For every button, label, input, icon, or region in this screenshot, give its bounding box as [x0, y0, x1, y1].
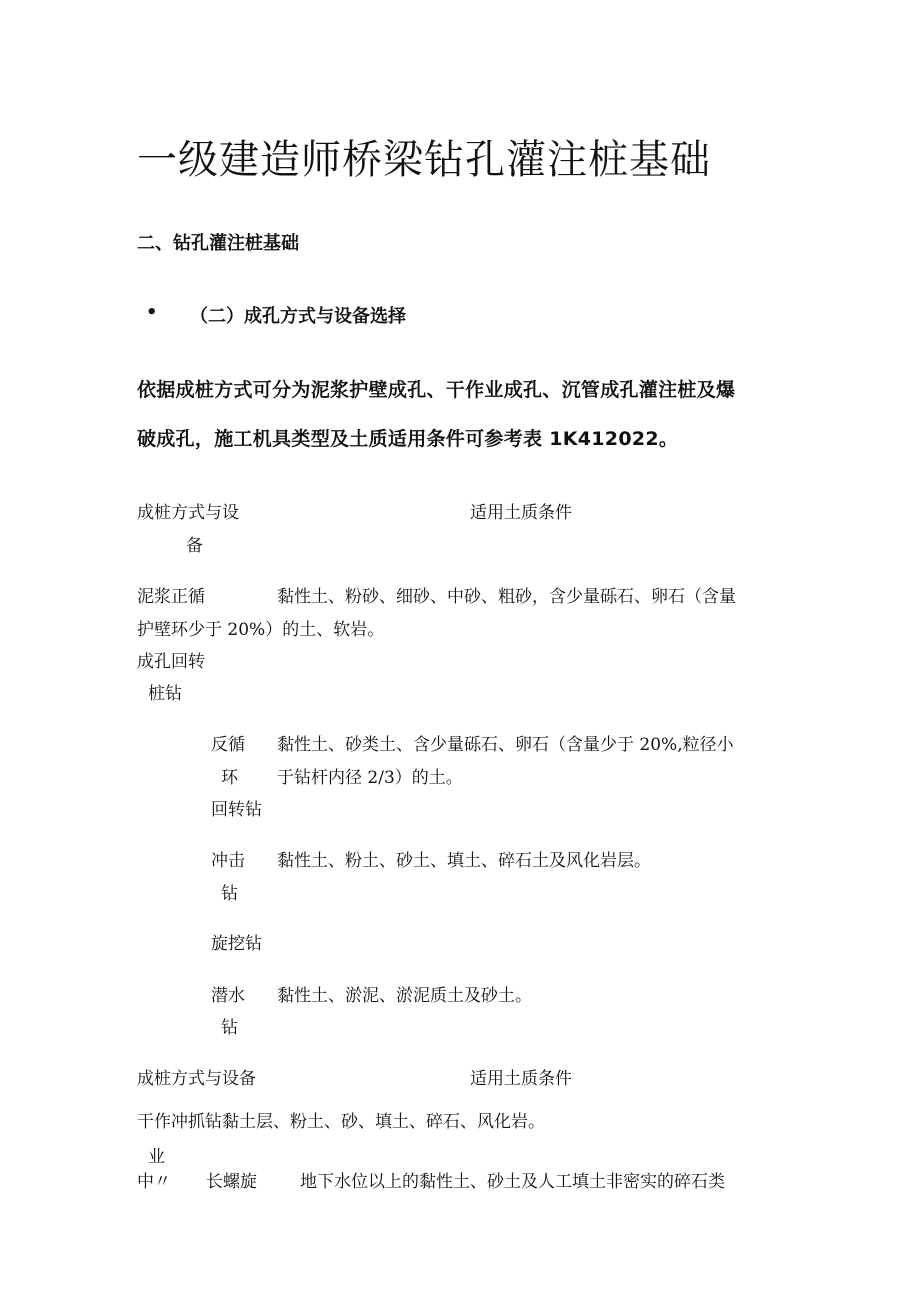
- table-2-row-3-col-1: 中〃: [137, 1172, 171, 1192]
- table-1-row-5-method-line-2: 钻: [221, 1018, 238, 1038]
- table-1-header-soil: 适用土质条件: [470, 503, 572, 523]
- intro-paragraph-line-1: 依据成桩方式可分为泥浆护壁成孔、干作业成孔、沉管成孔灌注桩及爆: [137, 379, 736, 401]
- table-1-row-2-method-line-1: 反循: [211, 735, 245, 755]
- bullet-marker: •: [146, 302, 158, 323]
- table-2-row-2-group: 业: [148, 1147, 165, 1167]
- table-1-group-line-1: 泥浆正循: [137, 587, 205, 607]
- table-1-row-2-method-line-2: 环: [221, 768, 238, 788]
- table-1-row-2-method-line-3: 回转钻: [211, 800, 262, 820]
- table-1-row-5-method-line-1: 潜水: [211, 986, 245, 1006]
- section-heading: 二、钻孔灌注桩基础: [137, 233, 299, 254]
- table-1-group-line-3: 成孔回转: [137, 652, 205, 672]
- subsection-heading: （二）成孔方式与设备选择: [190, 306, 406, 327]
- page-title: 一级建造师桥梁钻孔灌注桩基础: [137, 137, 711, 183]
- table-1-row-3-method-line-1: 冲击: [211, 851, 245, 871]
- table-1-row-3-desc-line-1: 黏性土、粉土、砂土、填土、碎石土及风化岩层。: [277, 851, 651, 871]
- table-2-header-method: 成桩方式与设备: [137, 1069, 256, 1089]
- table-1-row-4-method: 旋挖钻: [211, 934, 262, 954]
- table-2-row-3-col-2: 长螺旋: [206, 1172, 257, 1192]
- table-1-group-line-4: 桩钻: [148, 684, 182, 704]
- table-1-row-2-desc-line-1: 黏性土、砂类土、含少量砾石、卵石（含量少于 20%,粒径小: [277, 735, 734, 755]
- table-2-header-soil: 适用土质条件: [470, 1069, 572, 1089]
- table-1-row-5-desc-line-1: 黏性土、淤泥、淤泥质土及砂土。: [277, 986, 532, 1006]
- table-1-row-1-desc-line-2: 护壁环少于 20%）的土、软岩。: [137, 620, 385, 640]
- table-2-row-3-col-3: 地下水位以上的黏性土、砂土及人工填土非密实的碎石类: [300, 1172, 725, 1192]
- intro-paragraph-line-2: 破成孔，施工机具类型及土质适用条件可参考表 1K412022。: [137, 428, 679, 450]
- table-1-header-method: 成桩方式与设: [137, 503, 239, 523]
- table-1-row-1-desc-line-1: 黏性土、粉砂、细砂、中砂、粗砂，含少量砾石、卵石（含量: [277, 587, 736, 607]
- table-1-header-method-cont: 备: [186, 536, 203, 556]
- table-2-row-1: 干作冲抓钻黏土层、粉土、砂、填土、碎石、风化岩。: [137, 1112, 545, 1132]
- table-1-row-3-method-line-2: 钻: [221, 884, 238, 904]
- table-1-row-2-desc-line-2: 于钻杆内径 2/3）的土。: [277, 768, 463, 788]
